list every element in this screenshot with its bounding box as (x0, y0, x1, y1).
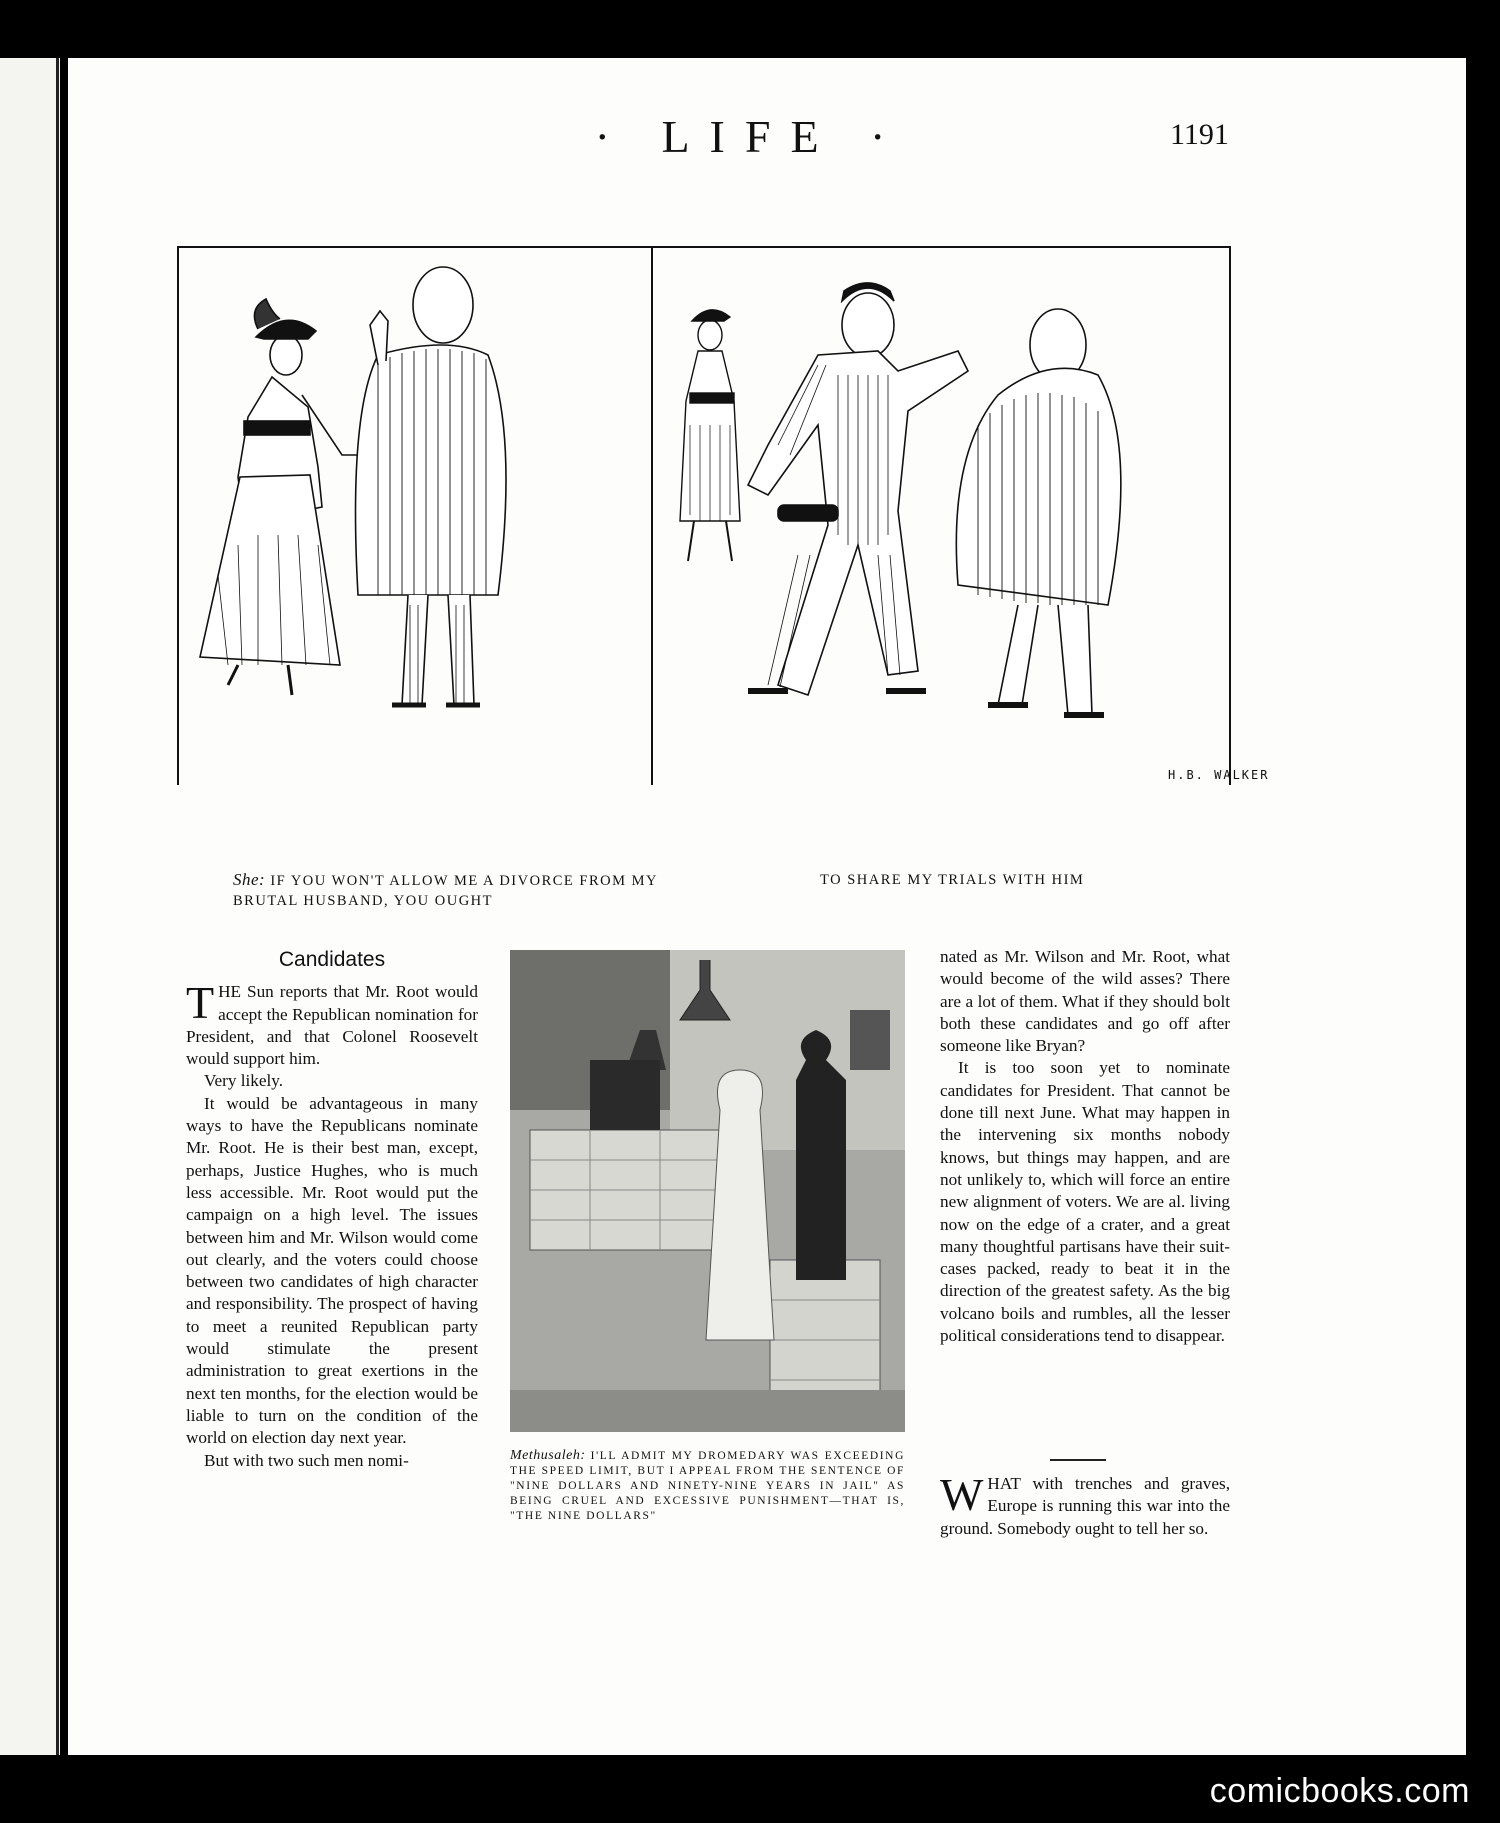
note-column (940, 1469, 1230, 1540)
woman-small-figure (680, 310, 740, 561)
watermark: comicbooks.com (1209, 1772, 1470, 1810)
angry-man-figure (748, 283, 968, 695)
article-paragraph-6: It is too soon yet to nominate candidates for President. That cannot be done till next June. What may happen in the intervening six months nobody knows, but things may happen, and are not unlikely to, which will force an entire new alignment of voters. We are al. living now on the edge of a crater, and a great many thoughtful partisans have their suit-cases packed, ready to beat it in the direction of the greatest safety. As the big volcano boils and rumbles, all the lesser political considerations tend to disappear. (940, 1058, 1230, 1346)
caption-speaker-methusaleh: Methusaleh: (510, 1448, 586, 1463)
facing-page-edge (0, 58, 60, 1755)
illustration-caption-text: I'LL ADMIT MY DROMEDARY WAS EXCEEDING THE SPEED LIMIT, BUT I APPEAL FROM THE SENTENCE OF "NINE DOLLARS AND NINETY-NINE YEARS IN JAIL" AS BEING CRUEL AND EXCESSIVE PUNISHMENT—THAT IS, "THE NINE DOLLARS" (510, 1450, 905, 1522)
article-column-3 (940, 946, 1230, 1347)
cartoon-caption-left (233, 870, 703, 911)
caption-speaker: She: (233, 870, 266, 889)
article-paragraph-5: nated as Mr. Wilson and Mr. Root, what would become of the wild asses? There are a lot of them. What if they should bolt both these candidates and go off after someone like Bryan? (940, 947, 1230, 1056)
article-paragraph-3: It would be advantageous in many ways to have the Republicans nominate Mr. Root. He is their best man, except, perhaps, Justice Hughes, who is much less accessible. Mr. Root would put the campaign on a high level. The issues between him and Mr. Wilson would come out clearly, and the voters could choose between two candidates of high character and responsibility. The prospect of having to meet a reunited Republican party would stimulate the present administration to great exertions in the next ten months, for the election would be liable to turn on the condition of the world on election day next year. (186, 1093, 478, 1448)
illustration-caption (510, 1448, 905, 1524)
section-divider (1050, 1459, 1106, 1461)
note-text: HAT with trenches and graves, Europe is running this war into the ground. Somebody ought to tell her so. (940, 1474, 1230, 1538)
article-paragraph-4: But with two such men nomi- (204, 1450, 409, 1470)
bald-man-figure (356, 267, 507, 705)
binding-spine (56, 58, 59, 1755)
note-drop-cap: W (940, 1469, 984, 1520)
page-number: 1191 (1170, 118, 1229, 151)
cartoon-caption-right: TO SHARE MY TRIALS WITH HIM (820, 872, 1085, 888)
masthead-title: · LIFE · (594, 111, 906, 162)
caption-left-text: IF YOU WON'T ALLOW ME A DIVORCE FROM MY BRUTAL HUSBAND, YOU OUGHT (233, 873, 658, 909)
article-column-1 (186, 949, 478, 1472)
woman-figure (200, 299, 362, 695)
artist-signature: H.B. WALKER (1168, 768, 1270, 782)
bald-man-shoved-figure (956, 309, 1121, 715)
methusaleh-illustration (510, 950, 905, 1432)
article-heading: Candidates (278, 948, 386, 971)
cartoon-illustration (178, 245, 1270, 790)
drop-cap: T (186, 977, 215, 1029)
article-paragraph-1: HE Sun reports that Mr. Root would accept the Republican nomination for President, and that Colonel Roosevelt would support him. (186, 982, 478, 1069)
article-paragraph-2: Very likely. (204, 1071, 284, 1091)
